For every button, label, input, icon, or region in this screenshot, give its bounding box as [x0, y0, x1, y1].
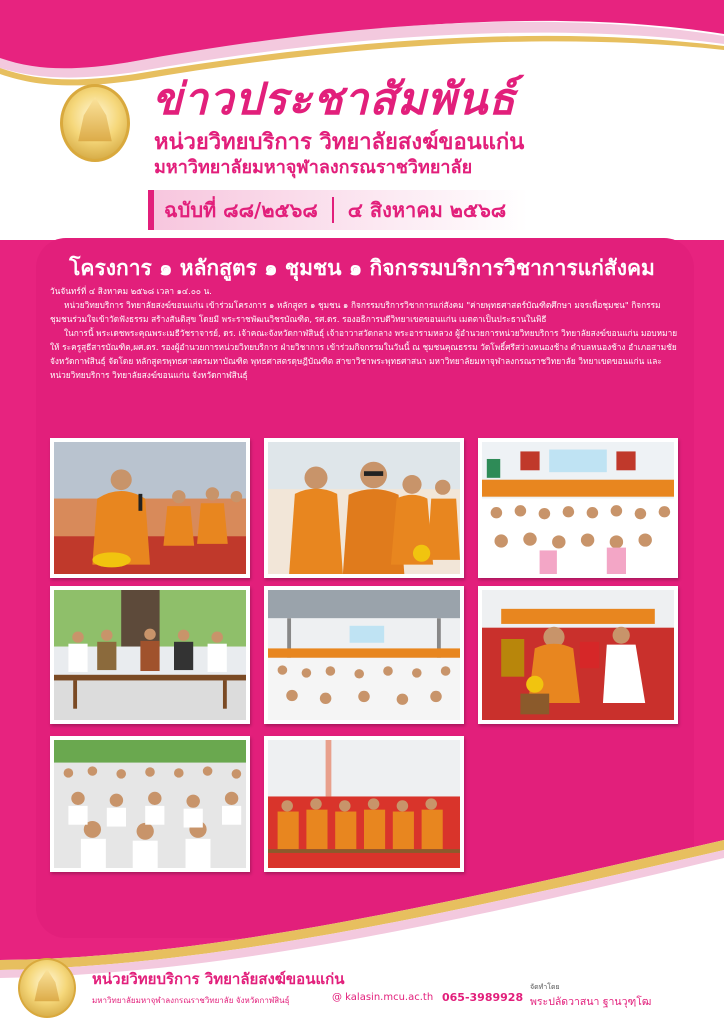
footer-producer-name: พระปลัดวาสนา ฐานวุฑฺโฒ [530, 996, 652, 1008]
photo-audience-crowd [478, 438, 678, 578]
footer-website-link[interactable]: @ kalasin.mcu.ac.th [332, 992, 434, 1003]
article-title: โครงการ ๑ หลักสูตร ๑ ชุมชน ๑ กิจกรรมบริการวิชาการแก่สังคม [69, 256, 655, 280]
article-paragraph: ในการนี้ พระเดชพระคุณพระเมธีวัชราจารย์, ดร. เจ้าคณะจังหวัดกาฬสินธุ์ เจ้าอาวาสวัดกลาง พระอารามหลวง ผู้อำนวยการหน่วยวิทยบริการ วิทยาลัยสงฆ์ขอนแก่น มอบหมายให้ ระครูสุธีสารบัณฑิต,ผศ.ดร. รองผู้อำนวยการหน่วยวิทยบริการ ฝ่ายวิชาการ เข้าร่วมกิจกรรมในวันนี้ ณ ชุมชนคุณธรรม วัดโพธิ์ศรีสว่างหนองช้าง ตำบลหนองช้าง อำเภอสามชัย จังหวัดกาฬสินธุ์ จัดโดย หลักสูตรพุทธศาสตรมหาบัณฑิต พุทธศาสตรดุษฎีบัณฑิต สาขาวิชาพระพุทธศาสนา มหาวิทยาลัยมหาจุฬาลงกรณราชวิทยาลัย วิทยาเขตขอนแก่น และหน่วยวิทยบริการ วิทยาลัยสงฆ์ขอนแก่น จังหวัดกาฬสินธุ์ [50, 328, 678, 380]
article-body [50, 284, 680, 382]
issue-divider [332, 197, 334, 223]
issue-bar [148, 190, 528, 230]
footer-phone: 065-3989928 [442, 991, 524, 1004]
photo-hall-gathering [264, 586, 464, 724]
footer-university: มหาวิทยาลัยมหาจุฬาลงกรณราชวิทยาลัย จังหวัดกาฬสินธุ์ [92, 996, 290, 1005]
footer-producer-label: จัดทำโดย [530, 983, 560, 991]
page-title: ข่าวประชาสัมพันธ์ [152, 74, 517, 125]
photo-monks-seated [264, 438, 464, 578]
issue-date: ๔ สิงหาคม ๒๕๖๘ [347, 198, 507, 222]
photo-officials-table [50, 586, 250, 724]
issue-number: ฉบับที่ ๘๘/๒๕๖๘ [164, 198, 318, 222]
article-paragraph: วันจันทร์ที่ ๔ สิงหาคม ๒๕๖๘ เวลา ๑๔.๐๐ น. [50, 286, 212, 296]
photo-offering-ceremony [478, 586, 678, 724]
unit-name: หน่วยวิทยบริการ วิทยาลัยสงฆ์ขอนแก่น [154, 130, 525, 155]
footer-emblem-icon [18, 958, 76, 1018]
photo-monk-speaking [50, 438, 250, 578]
university-emblem-icon [60, 84, 130, 162]
article-paragraph: หน่วยวิทยบริการ วิทยาลัยสงฆ์ขอนแก่น เข้าร่วมโครงการ ๑ หลักสูตร ๑ ชุมชน ๑ กิจกรรมบริการวิชาการแก่สังคม "ค่ายพุทธศาสตร์บัณฑิตศึกษา มจรเพื่อชุมชน" กิจกรรม ชุมชนร่วมใจเข้าวัดฟังธรรม สร้างสันติสุข โดยมี พระราชพัฒนวิชรบัณฑิต, รศ.ดร. รองอธิการบดีวิทยาเขตขอนแก่น เมตตาเป็นประธานในพิธี [50, 300, 661, 324]
university-name: มหาวิทยาลัยมหาจุฬาลงกรณราชวิทยาลัย [154, 157, 473, 178]
footer-unit-name: หน่วยวิทยบริการ วิทยาลัยสงฆ์ขอนแก่น [92, 970, 345, 988]
